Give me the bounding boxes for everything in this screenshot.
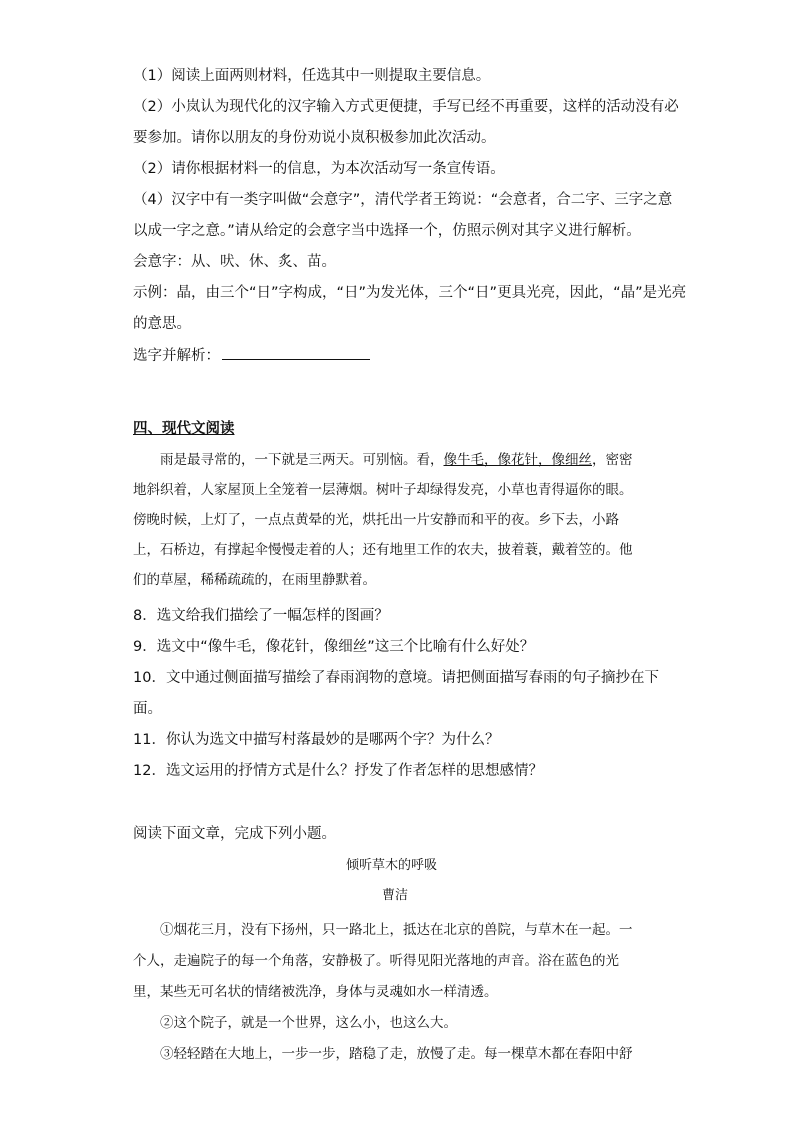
article-p2: ②这个院子，就是一个世界，这么小，也这么大。 — [160, 1015, 457, 1031]
article-p1-line-3: 里，某些无可名状的情绪被洗净，身体与灵魂如水一样清透。 — [133, 984, 498, 1000]
article-title: 倾听草木的呼吸 — [346, 858, 438, 873]
article-author: 曹洁 — [382, 888, 409, 903]
answer-blank[interactable] — [222, 345, 370, 360]
article-p1-line-1: ①烟花三月，没有下扬州，只一路北上，抵达在北京的兽院，与草木在一起。一 — [160, 922, 633, 938]
question-1: （1）阅读上面两则材料，任选其中一则提取主要信息。 — [133, 68, 491, 84]
section-heading: 四、现代文阅读 — [133, 421, 235, 437]
question-12: 12．选文运用的抒情方式是什么？抒发了作者怎样的思想感情？ — [133, 763, 543, 779]
question-4-line-2: 以成一字之意。”请从给定的会意字当中选择一个，仿照示例对其字义进行解析。 — [133, 223, 641, 239]
question-10-line-2: 面。 — [133, 701, 162, 717]
article-p3-line-1: ③轻轻踏在大地上，一步一步，踏稳了走，放慢了走。每一棵草木都在春阳中舒 — [160, 1046, 633, 1062]
answer-row — [133, 345, 370, 366]
passage-line-1 — [160, 450, 633, 470]
question-3: （2）请你根据材料一的信息，为本次活动写一条宣传语。 — [133, 161, 505, 177]
passage-line-4: 上，石桥边，有撑起伞慢慢走着的人；还有地里工作的农夫，披着蓑，戴着笠的。他 — [133, 542, 633, 558]
example-line-1: 示例：晶，由三个“日”字构成，“日”为发光体，三个“日”更具光亮，因此，“晶”是光亮 — [133, 285, 687, 301]
passage-line-2: 地斜织着，人家屋顶上全笼着一层薄烟。树叶子却绿得发亮，小草也青得逼你的眼。 — [133, 482, 633, 498]
passage-line-5: 们的草屋，稀稀疏疏的，在雨里静默着。 — [133, 572, 376, 588]
question-9: 9．选文中“像牛毛，像花针，像细丝”这三个比喻有什么好处？ — [133, 639, 535, 655]
example-line-2: 的意思。 — [133, 316, 191, 332]
question-10-line-1: 10．文中通过侧面描写描绘了春雨润物的意境。请把侧面描写春雨的句子摘抄在下 — [133, 670, 659, 686]
question-2-line-2: 要参加。请你以朋友的身份劝说小岚积极参加此次活动。 — [133, 130, 496, 146]
reading-intro: 阅读下面文章，完成下列小题。 — [133, 826, 336, 842]
question-2-line-1: （2）小岚认为现代化的汉字输入方式更便捷，手写已经不再重要，这样的活动没有必 — [133, 99, 679, 115]
question-4-line-1: （4）汉字中有一类字叫做“会意字”，清代学者王筠说：“会意者，合二字、三字之意 — [133, 192, 673, 208]
answer-label: 选字并解析： — [133, 348, 220, 364]
passage-text: ，密密 — [592, 452, 633, 468]
underlined-metaphors: 像牛毛，像花针，像细丝 — [443, 452, 592, 468]
question-11: 11．你认为选文中描写村落最妙的是哪两个字？为什么？ — [133, 732, 500, 748]
article-p1-line-2: 个人，走遍院子的每一个角落，安静极了。听得见阳光落地的声音。浴在蓝色的光 — [133, 953, 619, 969]
passage-line-3: 傍晚时候，上灯了，一点点黄晕的光，烘托出一片安静而和平的夜。乡下去，小路 — [133, 512, 619, 528]
passage-text: 雨是最寻常的，一下就是三两天。可别恼。看， — [160, 452, 444, 468]
huiyi-characters: 会意字：从、吠、休、炙、苗。 — [133, 254, 336, 270]
question-8: 8．选文给我们描绘了一幅怎样的图画？ — [133, 608, 389, 624]
